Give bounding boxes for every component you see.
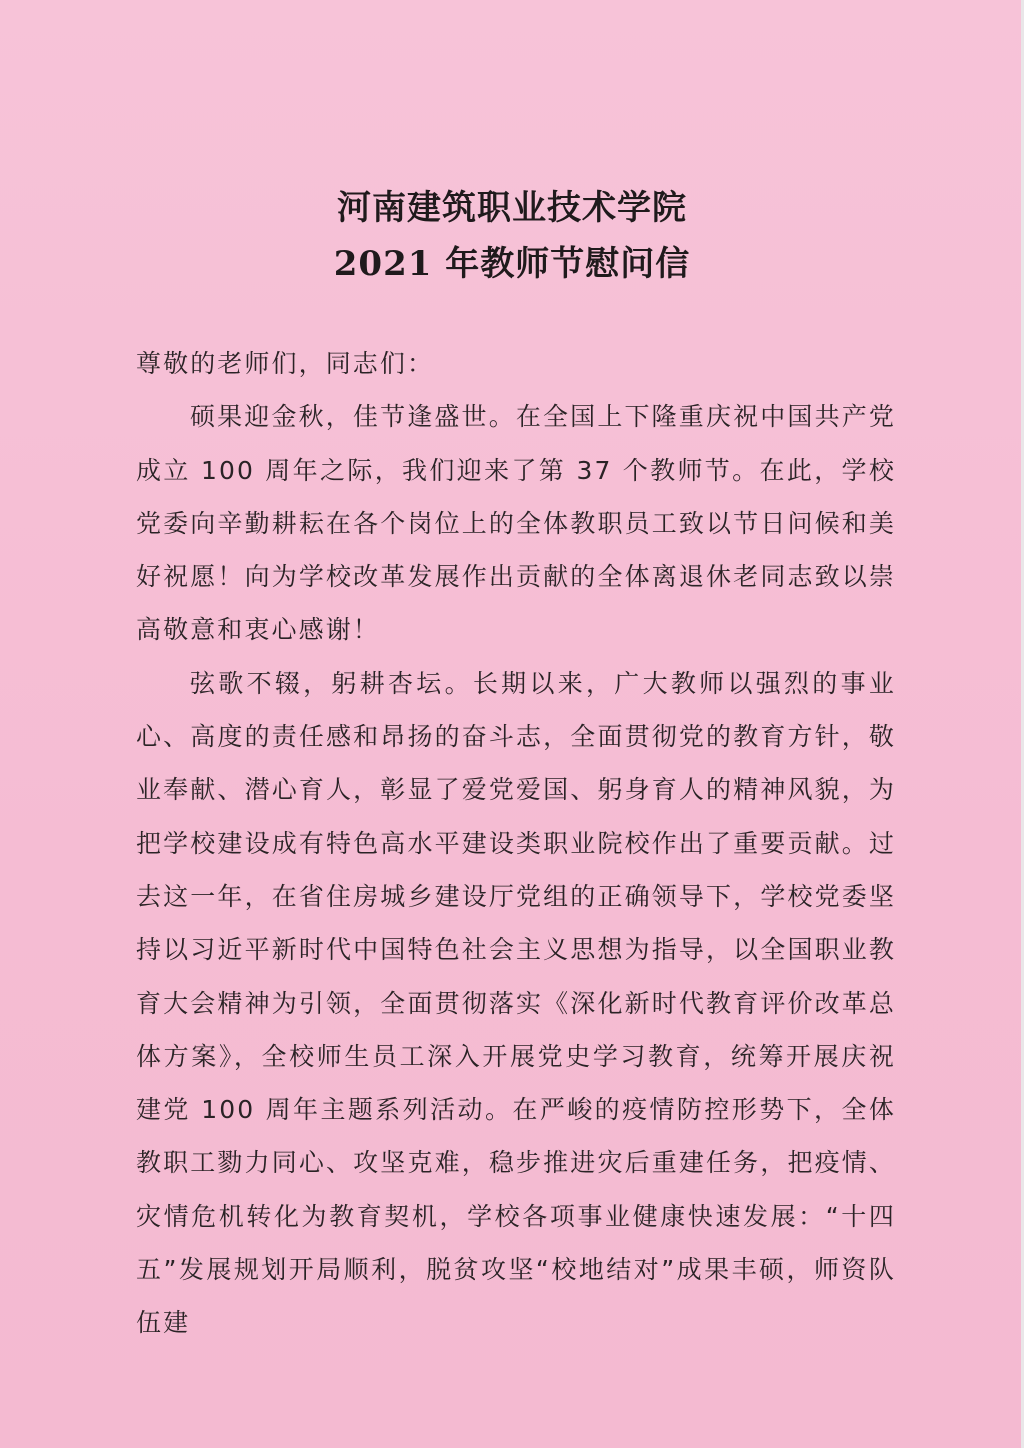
paragraph-2: 弦歌不辍，躬耕杏坛。长期以来，广大教师以强烈的事业心、高度的责任感和昂扬的奋斗志，全面贯彻党的教育方针，敬业奉献、潜心育人，彰显了爱党爱国、躬身育人的精神风貌，为把学校建设成有特色高水平建设类职业院校作出了重要贡献。过去这一年，在省住房城乡建设厅党组的正确领导下，学校党委坚持以习近平新时代中国特色社会主义思想为指导，以全国职业教育大会精神为引领，全面贯彻落实《深化新时代教育评价改革总体方案》，全校师生员工深入开展党史学习教育，统筹开展庆祝建党 100 周年主题系列活动。在严峻的疫情防控形势下，全体教职工勠力同心、攻坚克难，稳步推进灾后重建任务，把疫情、灾情危机转化为教育契机，学校各项事业健康快速发展：“十四五”发展规划开局顺利，脱贫攻坚“校地结对”成果丰硕，师资队伍建 xyxy=(136,668,896,1338)
title-line-institution: 河南建筑职业技术学院 xyxy=(337,188,687,228)
paragraph-1: 硕果迎金秋，佳节逢盛世。在全国上下隆重庆祝中国共产党成立 100 周年之际，我们迎来了第 37 个教师节。在此，学校党委向辛勤耕耘在各个岗位上的全体教职员工致以节日问候和美好祝愿！向为学校改革发展作出贡献的全体离退休老同志致以崇高敬意和衷心感谢！ xyxy=(136,402,896,645)
title-line-subject: 2021 年教师节慰问信 xyxy=(333,244,691,284)
salutation: 尊敬的老师们，同志们： xyxy=(136,349,435,378)
letter-title xyxy=(0,180,1024,292)
letter-body xyxy=(136,337,896,1350)
